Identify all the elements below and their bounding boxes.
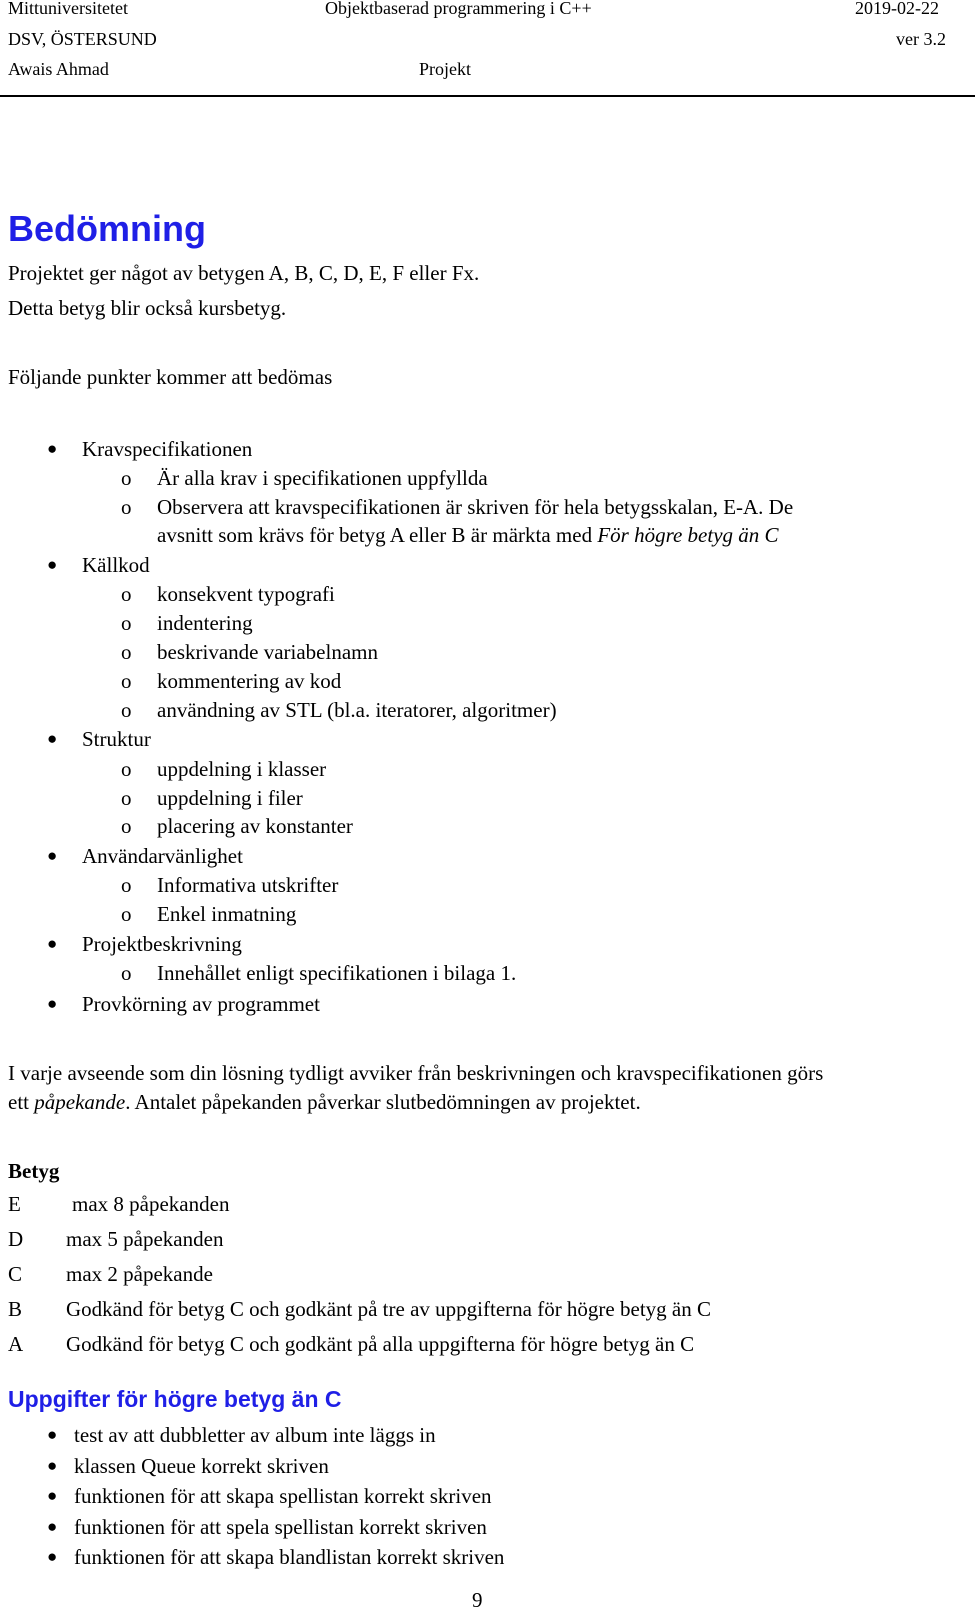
intro-line-1: Projektet ger något av betygen A, B, C, D, E, F eller Fx. — [8, 261, 480, 285]
sub-bullet-icon: o — [121, 698, 132, 722]
grade-text: Godkänd för betyg C och godkänt på alla uppgifterna för högre betyg än C — [66, 1332, 695, 1356]
bullet-icon: ● — [47, 555, 58, 574]
bullet-icon: ● — [47, 1425, 58, 1444]
sub-bullet-icon: o — [121, 814, 132, 838]
sub-item: konsekvent typografi — [157, 582, 335, 606]
remark-italic: påpekande — [34, 1090, 126, 1114]
sub-bullet-icon: o — [121, 611, 132, 635]
sub-bullet-icon: o — [121, 495, 132, 519]
grade-letter: E — [8, 1192, 21, 1216]
sub-item: Informativa utskrifter — [157, 873, 339, 897]
sub-bullet-icon: o — [121, 582, 132, 606]
sub-item-italic: För högre betyg än C — [597, 523, 779, 547]
criteria-item: Kravspecifikationen — [82, 437, 253, 461]
header-doc-type: Projekt — [419, 59, 471, 79]
sub-item: kommentering av kod — [157, 669, 342, 693]
sub-bullet-icon: o — [121, 466, 132, 490]
tasks-heading: Uppgifter för högre betyg än C — [8, 1386, 342, 1412]
criteria-item: Struktur — [82, 727, 151, 751]
header-course: Objektbaserad programmering i C++ — [325, 0, 592, 18]
sub-item: beskrivande variabelnamn — [157, 640, 378, 664]
bullet-icon: ● — [47, 934, 58, 953]
task-item: klassen Queue korrekt skriven — [74, 1454, 329, 1478]
bullet-icon: ● — [47, 729, 58, 748]
grade-text: max 2 påpekande — [66, 1262, 213, 1286]
page-number: 9 — [472, 1588, 483, 1612]
sub-item: Enkel inmatning — [157, 902, 297, 926]
bullet-icon: ● — [47, 846, 58, 865]
sub-bullet-icon: o — [121, 902, 132, 926]
grade-letter: B — [8, 1297, 23, 1321]
sub-bullet-icon: o — [121, 669, 132, 693]
sub-item: placering av konstanter — [157, 814, 353, 838]
sub-item-continuation — [157, 522, 779, 548]
sub-item: användning av STL (bl.a. iteratorer, algoritmer) — [157, 698, 557, 722]
header-version: ver 3.2 — [896, 29, 946, 49]
sub-item: indentering — [157, 611, 253, 635]
remark-line-2 — [8, 1089, 641, 1115]
sub-bullet-icon: o — [121, 757, 132, 781]
sub-bullet-icon: o — [121, 961, 132, 985]
sub-item-text: avsnitt som krävs för betyg A eller B är märkta med — [157, 523, 598, 547]
grade-text: Godkänd för betyg C och godkänt på tre av uppgifterna för högre betyg än C — [66, 1297, 711, 1321]
header-rule — [0, 95, 975, 97]
sub-item: Observera att kravspecifikationen är skriven för hela betygsskalan, E-A. De — [157, 495, 794, 519]
criteria-item: Användarvänlighet — [82, 844, 243, 868]
intro-line-3: Följande punkter kommer att bedömas — [8, 365, 333, 389]
remark-line-1: I varje avseende som din lösning tydligt avviker från beskrivningen och kravspecifikationen görs — [8, 1061, 824, 1085]
task-item: test av att dubbletter av album inte läggs in — [74, 1423, 436, 1447]
criteria-item: Provkörning av programmet — [82, 992, 320, 1016]
page-title: Bedömning — [8, 208, 206, 249]
grade-letter: D — [8, 1227, 24, 1251]
task-item: funktionen för att skapa blandlistan korrekt skriven — [74, 1545, 505, 1569]
sub-bullet-icon: o — [121, 873, 132, 897]
sub-item: uppdelning i klasser — [157, 757, 327, 781]
bullet-icon: ● — [47, 439, 58, 458]
header-department: DSV, ÖSTERSUND — [8, 29, 157, 49]
grade-text: max 8 påpekanden — [72, 1192, 230, 1216]
task-item: funktionen för att skapa spellistan korrekt skriven — [74, 1484, 492, 1508]
bullet-icon: ● — [47, 1517, 58, 1536]
grade-letter: A — [8, 1332, 24, 1356]
remark-text: ett — [8, 1090, 35, 1114]
header-author: Awais Ahmad — [8, 59, 109, 79]
bullet-icon: ● — [47, 1547, 58, 1566]
sub-item: Är alla krav i specifikationen uppfyllda — [157, 466, 488, 490]
grade-letter: C — [8, 1262, 23, 1286]
bullet-icon: ● — [47, 1456, 58, 1475]
remark-text: . Antalet påpekanden påverkar slutbedömningen av projektet. — [125, 1090, 641, 1114]
criteria-item: Projektbeskrivning — [82, 932, 242, 956]
task-item: funktionen för att spela spellistan korrekt skriven — [74, 1515, 487, 1539]
grades-heading: Betyg — [8, 1159, 60, 1183]
bullet-icon: ● — [47, 1486, 58, 1505]
grade-text: max 5 påpekanden — [66, 1227, 224, 1251]
intro-line-2: Detta betyg blir också kursbetyg. — [8, 296, 287, 320]
criteria-item: Källkod — [82, 553, 150, 577]
sub-bullet-icon: o — [121, 786, 132, 810]
sub-item: Innehållet enligt specifikationen i bilaga 1. — [157, 961, 517, 985]
bullet-icon: ● — [47, 994, 58, 1013]
sub-bullet-icon: o — [121, 640, 132, 664]
header-university: Mittuniversitetet — [8, 0, 128, 18]
header-date: 2019-02-22 — [855, 0, 939, 18]
sub-item: uppdelning i filer — [157, 786, 303, 810]
